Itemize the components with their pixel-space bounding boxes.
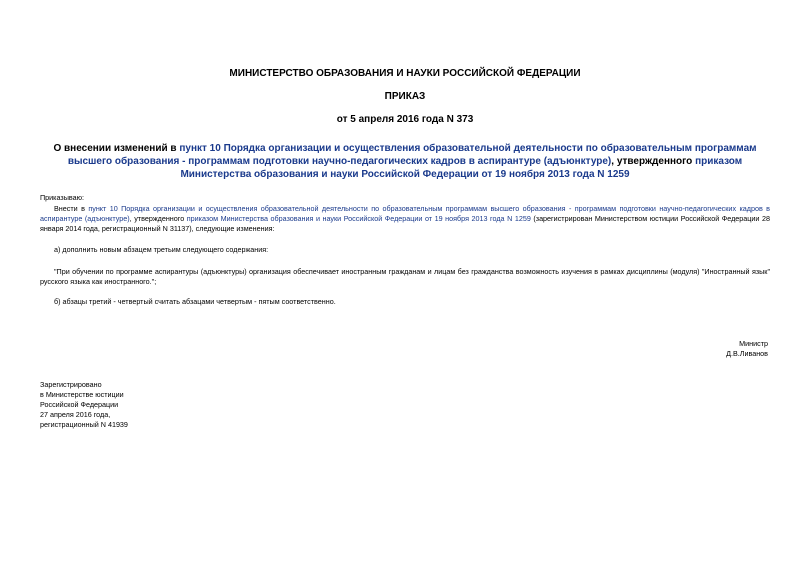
p1-text-start: Внести в [54, 204, 89, 213]
date-number: от 5 апреля 2016 года N 373 [336, 114, 474, 125]
registration-line-5: регистрационный N 41939 [40, 420, 128, 429]
title-link-order[interactable]: приказом Министерства образования и науки Российской Федерации от 19 ноября 2013 года N 1259 [180, 156, 743, 180]
p1-text-end: (зарегистрирован Министерством юстиции Российской Федерации 28 января 2014 года, регистрационный N 31137), следующие изменения: [40, 214, 770, 233]
item-b: б) абзацы третий - четвертый считать абзацами четвертым - пятым соответственно. [54, 297, 336, 306]
title-text-2: , утвержденного [611, 156, 696, 167]
paragraph-main [40, 204, 770, 234]
p1-link-order[interactable]: приказом Министерства образования и науки Российской Федерации от 19 ноября 2013 года N 1259 [186, 214, 531, 223]
registration-line-1: Зарегистрировано [40, 380, 102, 389]
signature-position: Министр [739, 339, 768, 348]
ministry-heading: МИНИСТЕРСТВО ОБРАЗОВАНИЯ И НАУКИ РОССИЙСКОЙ ФЕДЕРАЦИИ [229, 68, 581, 79]
quote-paragraph: "При обучении по программе аспирантуры (адъюнктуры) организация обеспечивает иностранным гражданам и лицам без гражданства возможность изучения в рамках дисциплины (модуля) "Иностранный язык" русского языка как иностранного."; [40, 267, 770, 286]
signature-name: Д.В.Ливанов [726, 349, 768, 358]
title-text-1: О внесении изменений в [53, 143, 180, 154]
document-title [40, 142, 770, 181]
registration-line-4: 27 апреля 2016 года, [40, 410, 111, 419]
p1-text-mid: , утвержденного [129, 214, 187, 223]
title-link-paragraph[interactable]: пункт 10 Порядка организации и осуществления образовательной деятельности по образовательным программам высшего образования - программам подготовки научно-педагогических кадров в аспирантуре (адъюнктуре) [67, 143, 757, 167]
p1-link-paragraph[interactable]: пункт 10 Порядка организации и осуществления образовательной деятельности по образовательным программам высшего образования - программам подготовки научно-педагогических кадров в аспирантуре (адъюнктуре) [40, 204, 770, 223]
registration-line-2: в Министерстве юстиции [40, 390, 124, 399]
orders-label: Приказываю: [40, 193, 84, 202]
item-a: а) дополнить новым абзацем третьим следующего содержания: [54, 245, 269, 254]
registration-line-3: Российской Федерации [40, 400, 119, 409]
document-type: ПРИКАЗ [384, 91, 426, 102]
